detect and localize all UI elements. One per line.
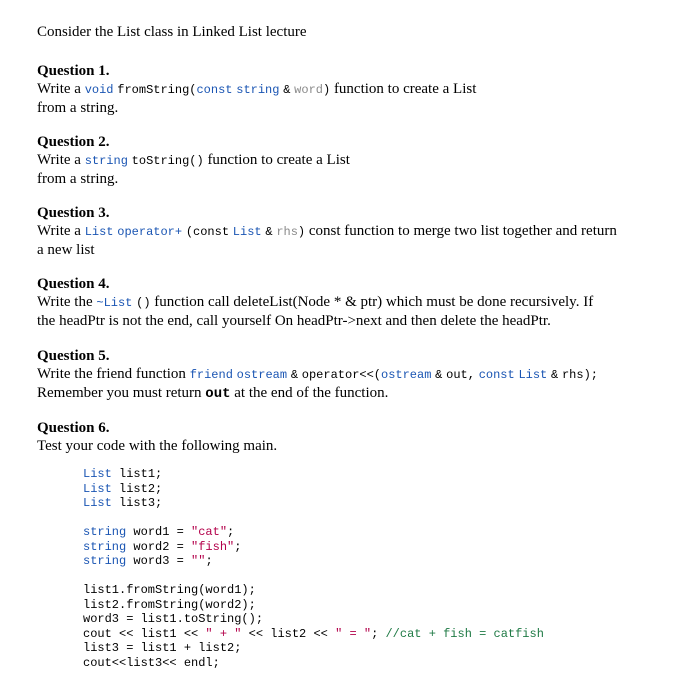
cout-comment: //cat + fish = catfish (385, 626, 544, 641)
q1-string-keyword: string (236, 83, 280, 97)
q1-text-pre: Write a (37, 81, 81, 97)
question-2 (37, 133, 657, 188)
q3-operator: operator+ (117, 225, 183, 239)
q3-list-type: List (84, 225, 114, 239)
question-3-line2: a new list (37, 242, 95, 258)
q1-close-paren: ) (322, 83, 331, 97)
string-keyword: string (83, 539, 127, 554)
string-keyword: string (83, 525, 127, 539)
word3-value: "" (191, 554, 206, 568)
q1-amp: & (283, 83, 291, 97)
question-3-line1 (37, 222, 657, 241)
q5-text-pre: Write the friend function (37, 366, 186, 382)
question-2-title: Question 2. (37, 134, 110, 150)
q5-const-keyword: const (478, 368, 515, 382)
q5-ostream-type-2: ostream (381, 368, 432, 382)
question-1-title: Question 1. (37, 63, 110, 79)
intro-text: Consider the List class in Linked List lecture (37, 24, 307, 40)
q5-out-bold: out (205, 386, 231, 402)
list1-decl: list1; (111, 467, 163, 481)
q5-line2-post: at the end of the function. (234, 385, 389, 401)
code-block-strings (83, 525, 241, 569)
q3-amp: & (265, 225, 273, 239)
q1-word-param: word (294, 83, 323, 97)
question-2-line2: from a string. (37, 171, 119, 187)
question-6-title: Question 6. (37, 420, 110, 436)
code-line-list3 (83, 496, 162, 510)
q3-text-post: const function to merge two list together and return (308, 223, 617, 239)
question-6 (37, 419, 657, 455)
q4-text-post: function call deleteList(Node * & ptr) which must be done recursively. If (154, 294, 594, 310)
question-1-line1 (37, 80, 657, 99)
code-line-word3 (83, 554, 213, 568)
cout-part-c: << list2 << (241, 626, 336, 641)
word2-value: "fish" (191, 539, 235, 554)
code-line-list2 (83, 482, 162, 496)
q4-text-pre: Write the (37, 294, 93, 310)
question-1-line2: from a string. (37, 100, 119, 116)
q3-open-const: (const (185, 225, 230, 239)
cout-semicolon: ; (371, 626, 386, 641)
code-line-word2 (83, 540, 241, 554)
q3-close-paren: ) (297, 225, 306, 239)
q5-friend-keyword: friend (189, 368, 233, 382)
code-line-fromstring-1: list1.fromString(word1); (83, 583, 256, 597)
code-line-word1 (83, 525, 234, 539)
cout-equals-string: " = " (335, 626, 372, 641)
code-block-main (83, 583, 544, 670)
q3-list-type-2: List (232, 225, 262, 239)
q5-rhs-param: rhs); (561, 368, 598, 382)
question-6-line1: Test your code with the following main. (37, 438, 278, 454)
q5-amp-2: & (435, 368, 443, 382)
q1-fn-name: fromString( (117, 83, 197, 97)
question-5-line1 (37, 365, 677, 384)
q5-line2-pre: Remember you must return (37, 385, 202, 401)
code-line-cout-list3: cout<<list3<< endl; (83, 655, 220, 670)
q5-amp-1: & (290, 368, 299, 382)
list2-decl: list2; (111, 481, 163, 496)
cout-plus-string: " + " (205, 626, 242, 641)
question-5 (37, 347, 677, 403)
q3-text-pre: Write a (37, 223, 81, 239)
q5-operator: operator<<( (301, 368, 381, 382)
q4-destructor: ~List (96, 296, 133, 310)
q1-void-keyword: void (84, 83, 114, 97)
question-2-line1 (37, 151, 657, 170)
code-line-cout (83, 627, 544, 641)
code-line-list1 (83, 467, 162, 481)
word1-value: "cat" (191, 525, 228, 539)
list-keyword: List (83, 481, 112, 496)
q2-text-pre: Write a (37, 152, 81, 168)
q2-fn-name: toString() (131, 154, 204, 168)
cout-part-a: cout << list1 << (83, 626, 206, 641)
question-1 (37, 62, 657, 117)
q3-rhs-param: rhs (276, 225, 298, 239)
q5-list-type: List (518, 368, 548, 382)
list-keyword: List (83, 467, 112, 481)
q1-const-keyword: const (196, 83, 233, 97)
semicolon: ; (234, 539, 242, 554)
list-keyword: List (83, 496, 112, 510)
q2-string-keyword: string (84, 154, 128, 168)
question-5-line2 (37, 384, 677, 403)
code-block-declarations (83, 467, 162, 511)
word2-decl: word2 = (126, 539, 192, 554)
question-3 (37, 204, 657, 259)
q5-amp-3: & (551, 368, 559, 382)
code-line-merge: list3 = list1 + list2; (83, 641, 242, 655)
q1-text-post: function to create a List (333, 81, 477, 97)
word3-decl: word3 = (126, 554, 192, 568)
question-4-line1 (37, 293, 677, 312)
string-keyword: string (83, 554, 127, 568)
q5-out-param: out, (446, 368, 475, 382)
code-line-tostring: word3 = list1.toString(); (83, 612, 264, 626)
q2-text-post: function to create a List (207, 152, 350, 168)
word1-decl: word1 = (126, 525, 192, 539)
q4-paren: () (136, 296, 151, 310)
semicolon: ; (205, 554, 213, 568)
list3-decl: list3; (111, 496, 163, 510)
q5-ostream-type: ostream (236, 368, 288, 382)
question-4 (37, 275, 677, 330)
question-3-title: Question 3. (37, 205, 110, 221)
question-5-title: Question 5. (37, 348, 110, 364)
question-4-line2: the headPtr is not the end, call yourself On headPtr->next and then delete the headPtr. (37, 313, 551, 329)
code-line-fromstring-2: list2.fromString(word2); (83, 597, 256, 612)
semicolon: ; (227, 525, 235, 539)
question-4-title: Question 4. (37, 276, 110, 292)
